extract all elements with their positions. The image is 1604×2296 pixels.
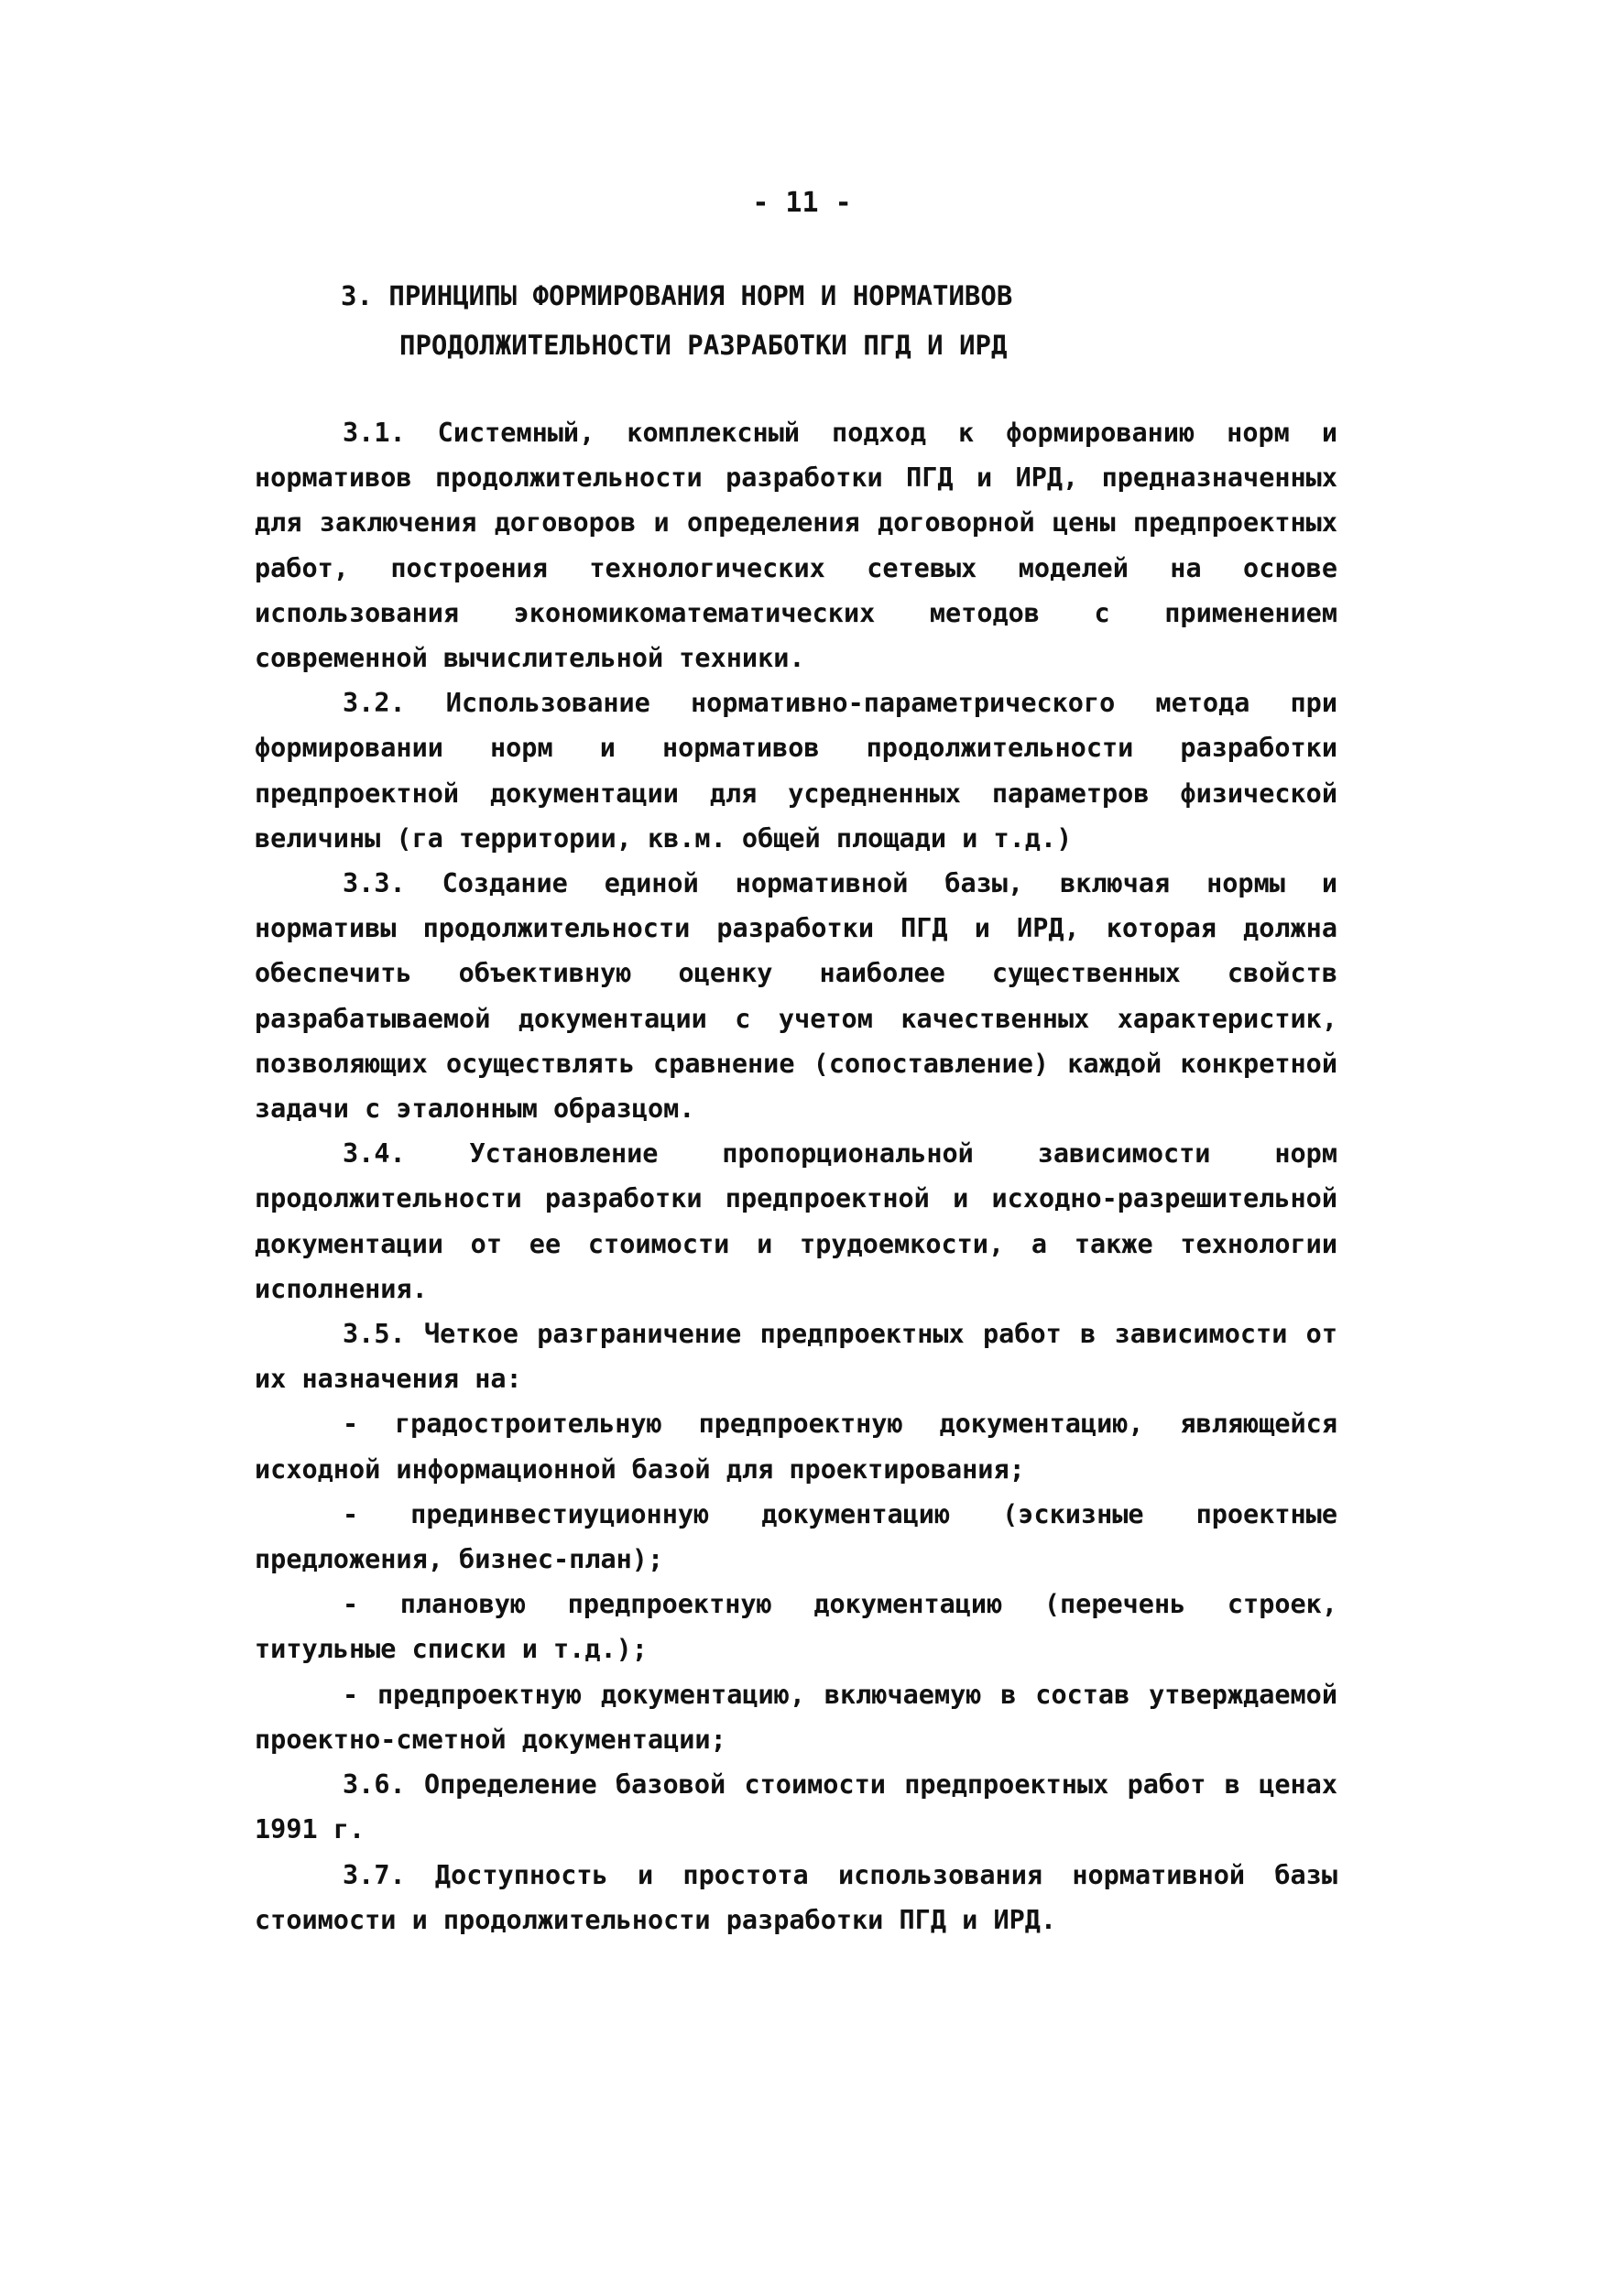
paragraph-3-7: 3.7. Доступность и простота использования нормативной базы стоимости и продолжительности разработки ПГД и ИРД. (255, 1859, 1337, 1935)
section-heading (341, 271, 1394, 370)
paragraph-3-4: 3.4. Установление пропорциональной зависимости норм продолжительности разработки предпроектной и исходно-разрешительной документации от ее стоимости и трудоемкости, а также технологии исполнения. (255, 1138, 1337, 1304)
paragraph-3-6: 3.6. Определение базовой стоимости предпроектных работ в ценах 1991 г. (255, 1769, 1337, 1845)
list-item-planned-pre-project-docs: - плановую предпроектную документацию (перечень строек, титульные списки и т.д.); (255, 1589, 1337, 1665)
section-heading-line-2: ПРОДОЛЖИТЕЛЬНОСТИ РАЗРАБОТКИ ПГД И ИРД (399, 330, 1008, 361)
paragraph-3-3: 3.3. Создание единой нормативной базы, включая нормы и нормативы продолжительности разработки ПГД и ИРД, которая должна обеспечить объективную оценку наиболее существенных свойств разрабатываемой документации с учетом качественных характеристик, позволяющих осуществлять сравнение (сопоставление) каждой конкретной задачи с эталонным образцом. (255, 868, 1337, 1125)
page-number: - 11 - (752, 187, 852, 219)
paragraph-3-2: 3.2. Использование нормативно-параметрического метода при формировании норм и нормативов продолжительности разработки предпроектной документации для усредненных параметров физической величины (га территории, кв.м. общей площади и т.д.) (255, 688, 1337, 854)
paragraph-3-1: 3.1. Системный, комплексный подход к формированию норм и нормативов продолжительности разработки ПГД и ИРД, предназначенных для заключения договоров и определения договорной цены предпроектных работ, построения технологических сетевых моделей на основе использования экономикоматематических методов с применением современной вычислительной техники. (255, 418, 1337, 674)
list-item-pre-project-docs-in-estimate: - предпроектную документацию, включаемую в состав утверждаемой проектно-сметной документации; (255, 1679, 1337, 1755)
section-heading-line-1: 3. ПРИНЦИПЫ ФОРМИРОВАНИЯ НОРМ И НОРМАТИВОВ (341, 280, 1013, 311)
document-body (255, 410, 1337, 1942)
list-item-pre-investment-docs: - прединвестиуционную документацию (эскизные проектные предложения, бизнес-план); (255, 1498, 1337, 1575)
list-item-urban-planning-docs: - градостроительную предпроектную документацию, являющейся исходной информационной базой для проектирования; (255, 1409, 1337, 1485)
paragraph-3-5: 3.5. Четкое разграничение предпроектных работ в зависимости от их назначения на: (255, 1319, 1337, 1395)
